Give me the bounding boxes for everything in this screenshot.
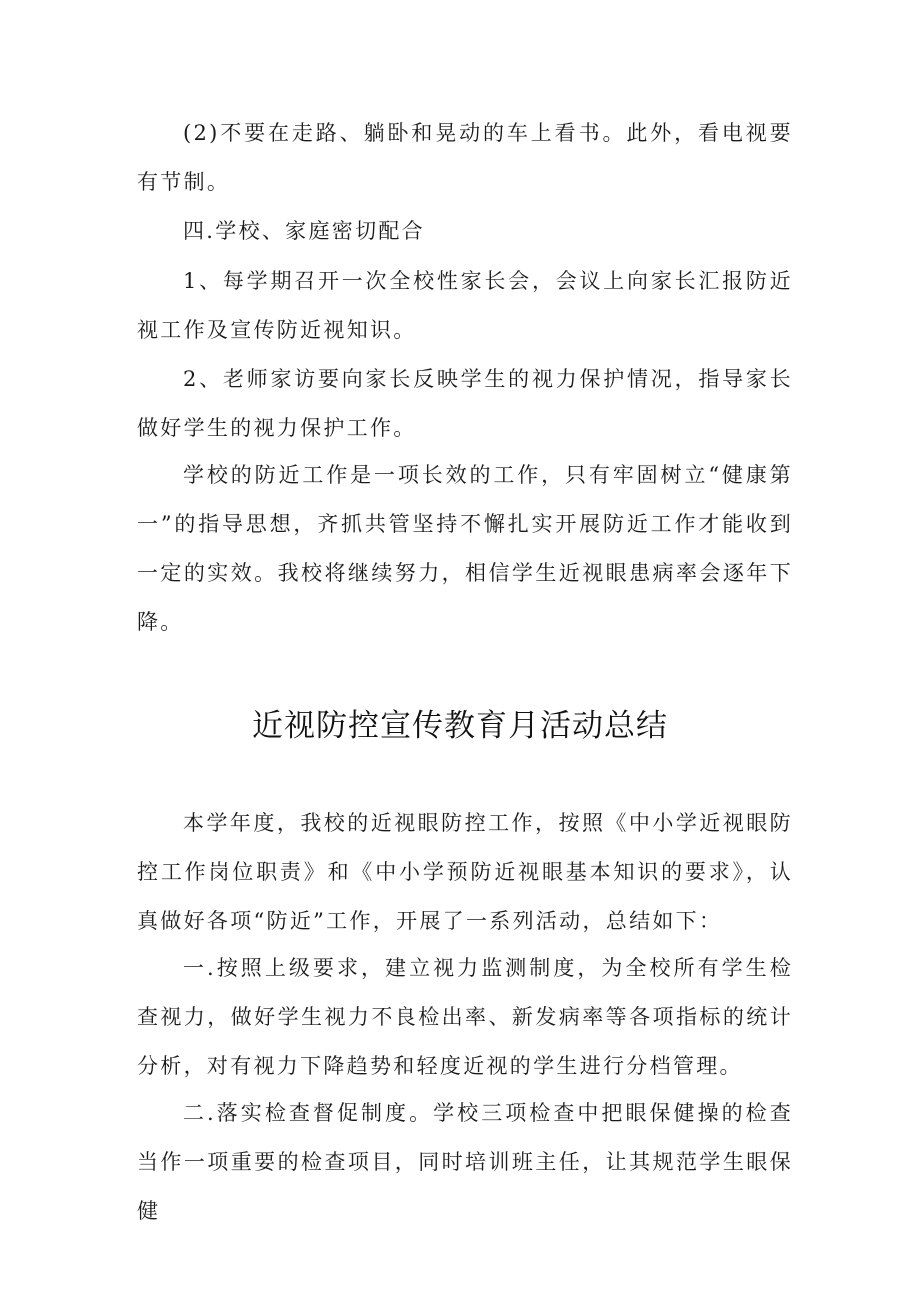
paragraph-vision-monitoring: 一.按照上级要求，建立视力监测制度，为全校所有学生检查视力，做好学生视力不良检出率、新发病率等各项指标的统计分析，对有视力下降趋势和轻度近视的学生进行分档管理。 (137, 956, 793, 1078)
paragraph-parent-meeting: 1、每学期召开一次全校性家长会，会议上向家长汇报防近视工作及宣传防近视知识。 (137, 269, 793, 342)
paragraph-inspection-system: 二.落实检查督促制度。学校三项检查中把眼保健操的检查当作一项重要的检查项目，同时培训班主任，让其规范学生眼保健 (137, 1101, 793, 1223)
paragraph-conclusion: 学校的防近工作是一项长效的工作，只有牢固树立“健康第一”的指导思想，齐抓共管坚持不懈扎实开展防近工作才能收到一定的实效。我校将继续努力，相信学生近视眼患病率会逐年下降。 (137, 463, 793, 634)
paragraph-reading-posture: (2)不要在走路、躺卧和晃动的车上看书。此外，看电视要有节制。 (137, 121, 793, 194)
paragraph-home-visit: 2、老师家访要向家长反映学生的视力保护情况，指导家长做好学生的视力保护工作。 (137, 367, 793, 440)
paragraph-intro: 本学年度，我校的近视眼防控工作，按照《中小学近视眼防控工作岗位职责》和《中小学预防近视眼基本知识的要求》，认真做好各项“防近”工作，开展了一系列活动，总结如下： (137, 811, 793, 933)
document-title: 近视防控宣传教育月活动总结 (252, 708, 668, 744)
section-heading-school-family: 四.学校、家庭密切配合 (183, 219, 425, 243)
